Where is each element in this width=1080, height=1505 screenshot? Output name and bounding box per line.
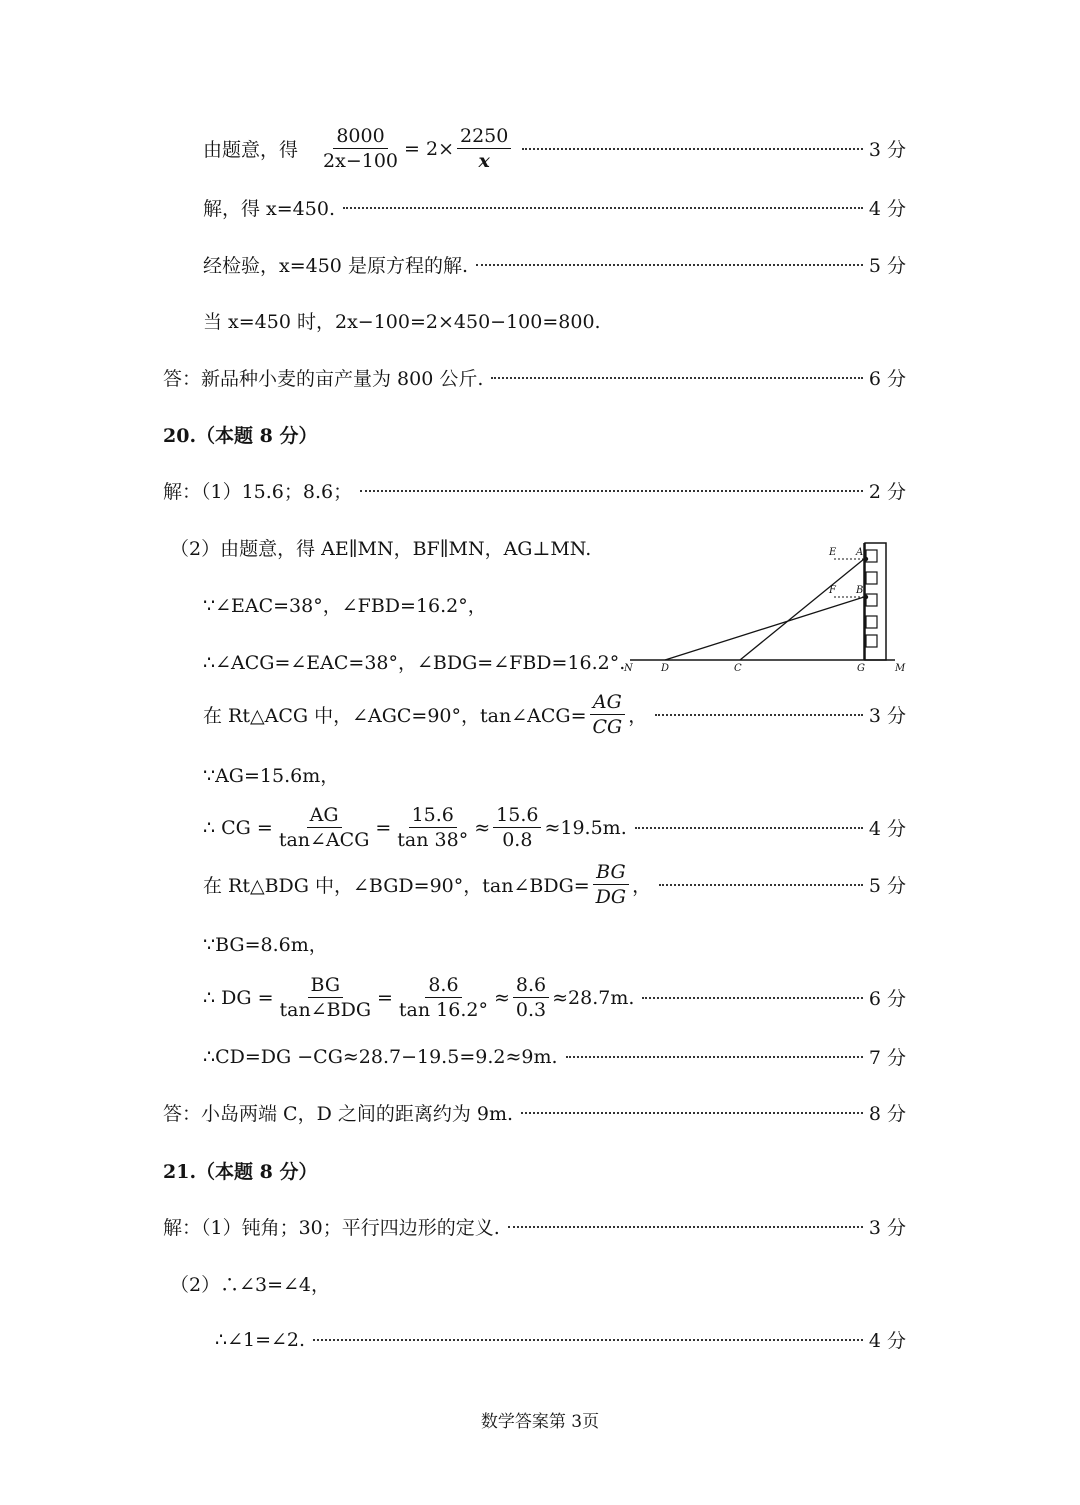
score: 6 分 [868,368,906,390]
label-m: M [895,663,906,674]
point-a [864,557,868,561]
q20-dg-f2-numerator: 8.6 [425,973,461,998]
label-c: C [734,663,742,674]
score: 4 分 [868,1330,906,1352]
page-footer: 数学答案第 3页 [480,1412,600,1432]
dot-leader [659,884,863,886]
q20-bg: ∵BG=8.6m， [203,934,328,956]
score: 6 分 [868,988,906,1010]
dot-leader [491,377,862,379]
q20-dg-fraction-2 [396,973,491,1022]
q20-rt2-line [0,860,906,909]
q21-part2: （2）∴∠3=∠4， [170,1274,331,1296]
score: 4 分 [868,198,906,220]
dot-leader [655,714,863,716]
q20-rt2-lead: 在 Rt△BDG 中，∠BGD=90°，tan∠BDG= [203,875,590,897]
dot-leader [343,207,863,209]
q20-cg-lead: ∴ CG = [203,816,273,839]
q20-part1-line [0,477,906,504]
q20-bg-line [203,930,328,957]
q19-solve: 解，得 x=450. [203,198,335,220]
building-window [866,572,877,584]
dot-leader [508,1226,863,1228]
score: 8 分 [868,1103,906,1125]
point-b [864,595,868,599]
q20-answer: 答：小岛两端 C，D 之间的距离约为 9m. [163,1103,514,1125]
dot-leader [360,490,863,492]
q20-dg-fraction-1 [277,973,375,1022]
dot-leader [521,1112,863,1114]
q20-cg-f3-numerator: 15.6 [493,803,541,828]
q20-answer-line [0,1099,906,1126]
q19-numerator-right: 2250 [457,124,511,149]
q19-denominator-right: x [478,150,490,172]
label-b: B [856,585,864,596]
q20-part2-line [170,534,591,561]
score: 4 分 [868,818,906,840]
q20-cg-f1-denominator: tan∠ACG [278,829,370,851]
q19-eq-mid: = 2× [404,137,454,160]
q19-answer-line [0,364,906,391]
q20-cg-approx: ≈ [474,816,491,839]
q21-part1: 解：（1）钝角；30；平行四边形的定义. [163,1217,500,1239]
q20-rt1-numerator: AG [590,690,625,715]
q20-title-text: 20.（本题 8 分） [163,425,318,447]
q19-when: 当 x=450 时，2x−100=2×450−100=800. [203,311,601,333]
q20-dg-f2-denominator: tan 16.2° [398,999,488,1021]
label-e: E [829,547,837,558]
label-a: A [856,547,864,558]
q20-cg-fraction-1 [276,803,373,852]
q20-dg-line [0,973,906,1022]
label-n: N [624,663,633,674]
q19-fraction-left [320,124,401,173]
q19-denominator-left: 2x−100 [323,150,399,172]
q20-therefore1-line [203,648,625,675]
q20-cg-fraction-2 [394,803,471,852]
q20-cg-f3-denominator: 0.8 [502,829,533,851]
q20-cg-line [0,803,906,852]
q20-cg-fraction-3 [493,803,541,852]
q19-equation-line [0,124,906,173]
q20-dg-approx: ≈ [493,986,510,1009]
q20-dg-fraction-3 [513,973,549,1022]
building-outline [865,543,886,660]
score: 3 分 [868,1217,906,1239]
q21-part1-line [0,1213,906,1240]
q20-rt2-denominator: DG [595,886,627,908]
q21-title-text: 21.（本题 8 分） [163,1161,318,1183]
q20-figure [620,535,910,675]
q19-answer: 答：新品种小麦的亩产量为 800 公斤. [163,368,484,390]
building-window [866,635,877,647]
q20-cd-line [0,1043,906,1070]
q21-part2-line [170,1270,330,1297]
q20-rt1-line [0,690,906,739]
dot-leader [522,148,863,150]
line-ac [740,559,864,660]
q20-rt2-tail: ， [632,875,652,897]
q19-eq-lead: 由题意，得 [203,139,299,161]
q20-dg-f3-denominator: 0.3 [515,999,547,1021]
q20-dg-eq: = [377,986,393,1009]
building-window [866,616,877,628]
score: 5 分 [868,875,906,897]
score: 7 分 [868,1047,906,1069]
q20-rt2-fraction [593,860,629,909]
q20-cd: ∴CD=DG −CG≈28.7−19.5=9.2≈9m. [203,1045,558,1068]
q20-rt1-fraction [590,690,626,739]
q20-because1-line [203,591,487,618]
q20-therefore1: ∴∠ACG=∠EAC=38°，∠BDG=∠FBD=16.2°. [203,652,626,674]
q20-title [163,421,318,448]
dot-leader [642,997,862,999]
q20-ag-line [203,761,339,788]
q20-because1: ∵∠EAC=38°，∠FBD=16.2°， [203,595,487,617]
q20-rt1-lead: 在 Rt△ACG 中，∠AGC=90°，tan∠ACG= [203,705,587,727]
q21-part3: ∴∠1=∠2. [215,1328,306,1351]
q20-dg-f1-denominator: tan∠BDG [279,999,371,1021]
q20-cg-eq: = [375,816,392,839]
q20-cg-tail: ≈19.5m. [544,816,627,839]
q21-title [163,1157,318,1184]
dot-leader [313,1339,863,1341]
label-f: F [829,585,836,596]
dot-leader [635,827,863,829]
q19-solve-line [0,194,906,221]
q20-ag: ∵AG=15.6m， [203,765,340,787]
score: 3 分 [868,705,906,727]
line-bd [665,597,864,660]
score: 3 分 [868,139,906,161]
q21-part3-line [0,1326,906,1353]
q20-dg-f1-numerator: BG [308,973,344,998]
score: 2 分 [868,481,906,503]
q19-check-line [0,251,906,278]
q20-dg-f3-numerator: 8.6 [513,973,549,998]
q20-dg-tail: ≈28.7m. [552,986,635,1009]
dot-leader [566,1056,863,1058]
q20-part1: 解：（1）15.6；8.6； [163,481,353,503]
q20-cg-f2-denominator: tan 38° [397,829,469,851]
score: 5 分 [868,255,906,277]
q20-dg-lead: ∴ DG = [203,986,274,1009]
q19-numerator-left: 8000 [333,124,387,149]
label-d: D [661,663,670,674]
q20-rt1-denominator: CG [592,716,623,738]
q19-when-line [203,307,601,334]
q20-part2: （2）由题意，得 AE∥MN，BF∥MN，AG⊥MN. [170,538,592,560]
dot-leader [476,264,863,266]
q19-check: 经检验，x=450 是原方程的解. [203,255,468,277]
q20-rt1-tail: ， [628,705,648,727]
q20-rt2-numerator: BG [593,860,629,885]
q20-cg-f2-numerator: 15.6 [409,803,457,828]
label-g: G [857,663,865,674]
q19-fraction-right [457,124,511,173]
q20-cg-f1-numerator: AG [307,803,342,828]
